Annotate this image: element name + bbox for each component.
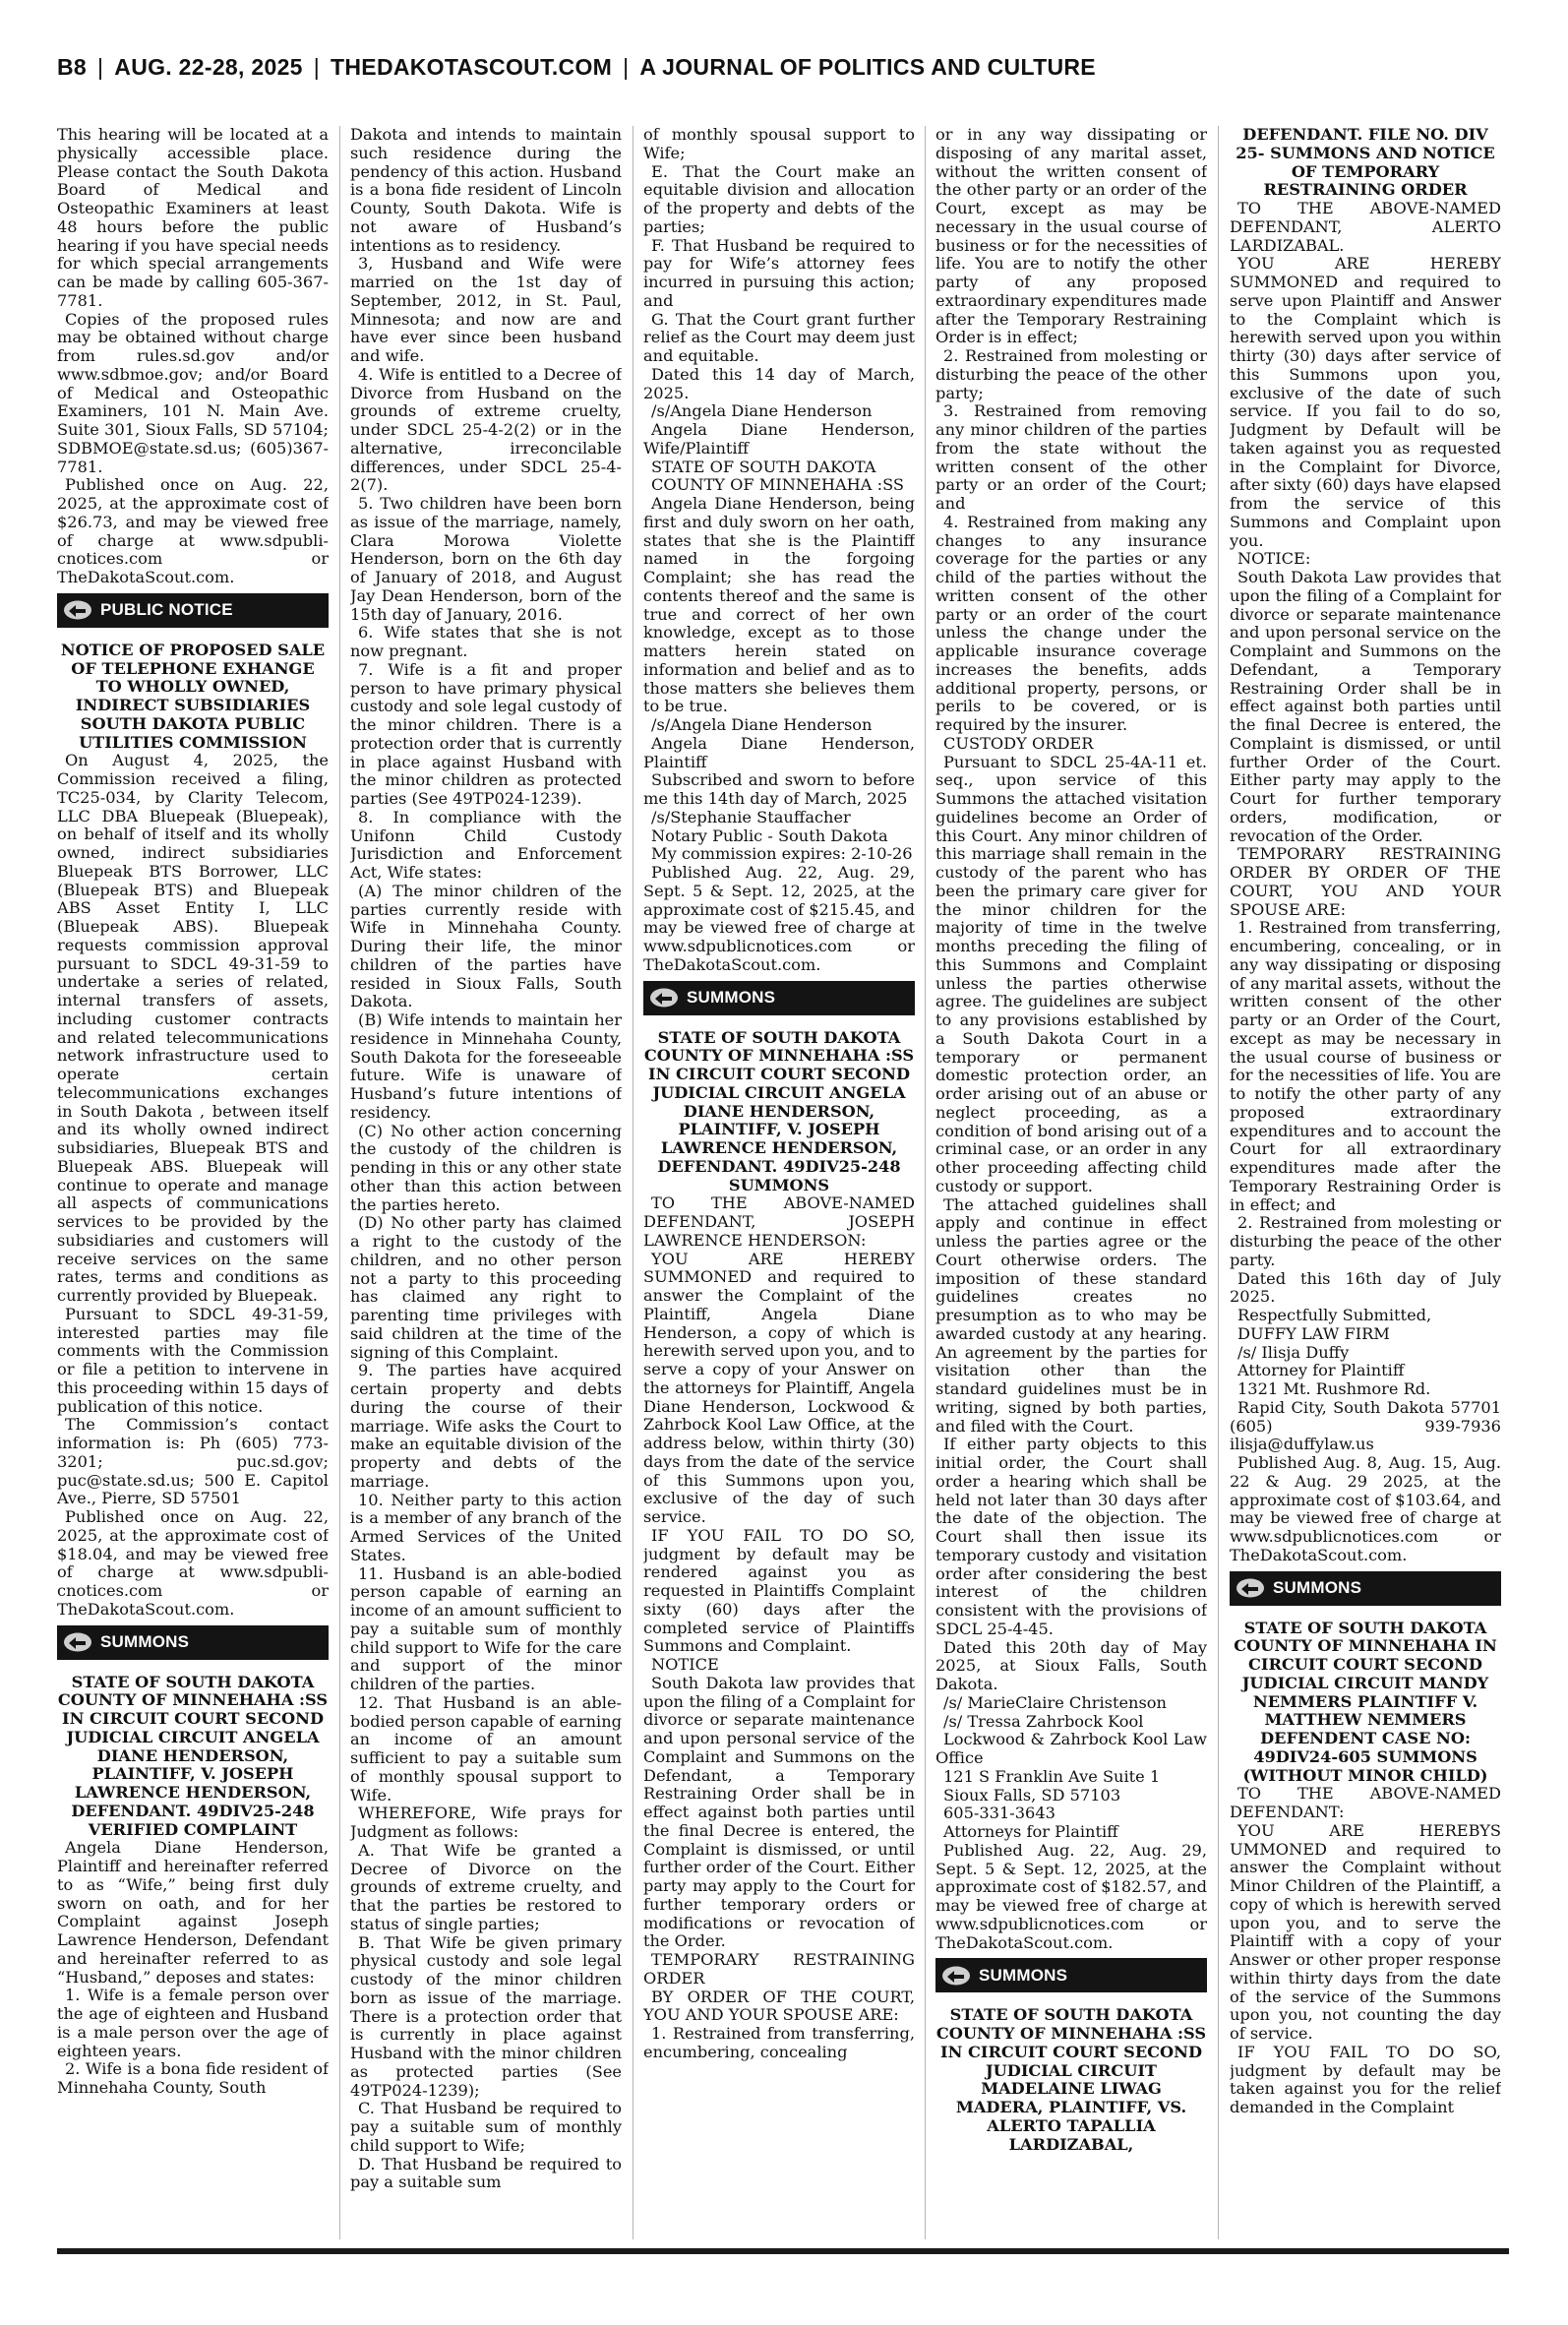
scout-logo-icon [941, 1965, 971, 1987]
notice-paragraph: Pursuant to SDCL 25-4A-11 et. seq., upon service of this Summons the attached visitation guidelines become an Order of this Court. Any minor children of this marriage shall remain in the custody of the parent who has been the primary care giver for the minor children for the majority of time in the twelve months preceding the filing of this Summons and Complaint unless the parties otherwise agree. The guidelines are subject to any provisions established by a South Dakota Court in a temporary or permanent domestic protection order, an order arising out of an abuse or neglect proceeding, as a condition of bond arising out of a criminal case, or an order in any other proceeding affecting child custody or support. [935, 752, 1207, 1195]
notice-paragraph: NOTICE [651, 1655, 719, 1674]
notice-paragraph: Published once on Aug. 22, 2025, at the approximate cost of $18.04, and may be viewed free of charge at www.sdpublicnotices.com or TheDakotaScout.com. [57, 1507, 329, 1619]
notice-paragraph: Lockwood & Zahrbock Kool Law Office [935, 1730, 1207, 1767]
notice-paragraph: Angela Diane Henderson, Wife/Plaintiff [643, 420, 915, 458]
notice-paragraph: 7. Wife is a fit and proper person to have primary physical custody and sole legal custody of the minor children. There is a protection order that is currently in place against Husband with the minor children as protected parties (See 49TP024-1239). [350, 659, 622, 808]
notice-paragraph: 3. Restrained from removing any minor children of the parties from the state without the written consent of the other party or an order of the Court; and [935, 401, 1207, 513]
column-2 [350, 126, 622, 2239]
notice-paragraph: The Commission’s contact information is: Ph (605) 773-3201; puc.sd.gov; puc@state.sd.us; 500 E. Capitol Ave., Pierre, SD 57501 [57, 1415, 329, 1508]
section-banner [57, 1625, 329, 1660]
page-number: B8 [57, 53, 88, 80]
notice-paragraph: (A) The minor children of the parties currently reside with Wife in Minnehaha County. During their life, the minor children of the parties have resided in Sioux Falls, South Dakota. [350, 881, 622, 1011]
scout-logo-icon [63, 1631, 92, 1653]
notice-paragraph: 2. Restrained from molesting or disturbing the peace of the other party; [935, 346, 1207, 402]
notice-paragraph: BY ORDER OF THE COURT, YOU AND YOUR SPOUSE ARE: [643, 1987, 915, 2025]
notice-paragraph: Rapid City, South Dakota 57701 (605) 939-7936 ilisja@duffylaw.us [1230, 1397, 1501, 1454]
notice-paragraph: (B) Wife intends to maintain her residence in Minnehaha County, South Dakota for the foreseeable future. Wife is unaware of Husband’s future intentions of residency. [350, 1010, 622, 1122]
scout-logo-icon [63, 599, 92, 621]
notice-paragraph: E. That the Court make an equitable division and allocation of the property and debts of the parties; [643, 161, 915, 236]
section-banner-label: PUBLIC NOTICE [100, 600, 233, 620]
scout-logo-icon [1236, 1577, 1265, 1599]
notice-paragraph: Published once on Aug. 22, 2025, at the approximate cost of $26.73, and may be viewed free of charge at www.sdpublicnotices.com or TheDakotaScout.com. [57, 475, 329, 586]
column-3 [643, 126, 915, 2239]
notice-paragraph: Subscribed and sworn to before me this 14th day of March, 2025 [643, 770, 915, 808]
notice-paragraph: This hearing will be located at a physically accessible place. Please contact the South Dakota Board of Medical and Osteopathic Examiners at least 48 hours before the public hearing if you have special needs for which special arrangements can be made by calling 605-367-7781. [57, 126, 329, 310]
notice-paragraph: 4. Restrained from making any changes to any insurance coverage for the parties or any child of the parties without the written consent of the other party or an order of the court unless the change under the applicable insurance coverage increases the benefits, adds additional property, persons, or perils to be covered, or is required by the insurer. [935, 512, 1207, 734]
notice-heading: STATE OF SOUTH DAKOTA COUNTY OF MINNEHAHA :SS IN CIRCUIT COURT SECOND JUDICIAL CIRCUIT ANGELA DIANE HENDERSON, PLAINTIFF, V. JOSEPH LAWRENCE HENDERSON, DEFENDANT. 49DIV25-248 VERIFIED COMPLAINT [57, 1672, 329, 1839]
notice-paragraph: 1. Restrained from transferring, encumbering, concealing [643, 2024, 915, 2061]
header-separator: | [313, 53, 321, 80]
notice-paragraph: YOU ARE HEREBYS UMMONED and required to answer the Complaint without Minor Children of the Plaintiff, a copy of which is herewith served upon you, and to serve the Plaintiff with a copy of your Answer or other proper response within thirty days from the date of the service of the Summons upon you, not counting the day of service. [1230, 1820, 1501, 2043]
notice-paragraph: /s/ MarieClaire Christenson [943, 1692, 1167, 1712]
notice-paragraph: /s/Angela Diane Henderson [651, 401, 873, 421]
notice-paragraph: 1321 Mt. Rushmore Rd. [1237, 1379, 1431, 1398]
notice-paragraph: (D) No other party has claimed a right to the custody of the children, and no other person not a party to this proceeding has claimed any right to parenting time privileges with said children at the time of the signing of this Complaint. [350, 1213, 622, 1362]
notice-paragraph: Copies of the proposed rules may be obtained without charge from rules.sd.gov and/or www.sdbmoe.gov; and/or Board of Medical and Osteopathic Examiners, 101 N. Main Ave. Suite 301, Sioux Falls, SD 57104; SDBMOE@state.sd.us; (605)367-7781. [57, 309, 329, 476]
notice-paragraph: /s/Angela Diane Henderson [651, 715, 873, 734]
notice-paragraph: My commission expires: 2-10-26 [651, 844, 913, 864]
notice-paragraph: /s/Stephanie Stauffacher [651, 807, 851, 826]
section-banner [935, 1958, 1207, 1992]
notice-heading: STATE OF SOUTH DAKOTA COUNTY OF MINNEHAHA :SS IN CIRCUIT COURT SECOND JUDICIAL CIRCUIT ANGELA DIANE HENDERSON, PLAINTIFF, V. JOSEPH LAWRENCE HENDERSON, DEFENDANT. 49DIV25-248 SUMMONS [643, 1027, 915, 1194]
section-banner [57, 593, 329, 628]
notice-paragraph: Dated this 16th day of July 2025. [1230, 1268, 1501, 1307]
section-banner-label: SUMMONS [979, 1965, 1068, 1985]
notice-paragraph: TO THE ABOVE-NAMED DEFENDANT: [1230, 1784, 1501, 1821]
notice-paragraph: On August 4, 2025, the Commission received a filing, TC25-034, by Clarity Telecom, LLC DBA Bluepeak (Bluepeak), on behalf of itself and its wholly owned, indirect subsidiaries Bluepeak BTS Borrower, LLC (Bluepeak BTS) and Bluepeak ABS Asset Entity I, LLC (Bluepeak ABS). Bluepeak requests commission approval pursuant to SDCL 49-31-59 to undertake a series of related, internal transfers of assets, including customer contracts and related telecommunications network infrastructure used to operate certain telecommunications exchanges in South Dakota , between itself and its wholly owned indirect subsidiaries, Bluepeak BTS and Bluepeak ABS. Bluepeak will continue to operate and manage all aspects of communications services to be provided by the subsidiaries and customers will receive services on the same rates, terms and conditions as currently provided by Bluepeak. [57, 751, 329, 1305]
column-5 [1230, 126, 1501, 2239]
section-banner-label: SUMMONS [1273, 1578, 1362, 1597]
section-banner-label: SUMMONS [100, 1632, 190, 1651]
notice-paragraph: 12. That Husband is an able-bodied person capable of earning an income of an amount sufficient to pay a suitable sum of monthly spousal support to Wife. [350, 1692, 622, 1805]
notice-paragraph: F. That Husband be required to pay for Wife’s attorney fees incurred in pursuing this action; and [643, 235, 915, 310]
notice-paragraph: A. That Wife be granted a Decree of Divorce on the grounds of extreme cruelty, and that the parties be restored to status of single parties; [350, 1840, 622, 1933]
notice-paragraph: If either party objects to this initial order, the Court shall order a hearing which shall be held not later than 30 days after the date of the objection. The Court shall then issue its temporary custody and visitation order after considering the best interest of the children consistent with the provisions of SDCL 25-4-45. [935, 1435, 1207, 1638]
notice-paragraph: TO THE ABOVE-NAMED DEFENDANT, JOSEPH LAWRENCE HENDERSON: [643, 1193, 915, 1250]
notice-paragraph: IF YOU FAIL TO DO SO, judgment by default may be taken against you for the relief demanded in the Complaint [1230, 2042, 1501, 2116]
notice-paragraph: Angela Diane Henderson, Plaintiff and hereinafter referred to as “Wife,” being first duly sworn on oath, and for her Complaint against Joseph Lawrence Henderson, Defendant and hereinafter referred to as “Husband,” deposes and states: [57, 1838, 329, 1987]
column-1 [57, 126, 329, 2239]
notice-paragraph: IF YOU FAIL TO DO SO, judgment by default may be rendered against you as requested in Plaintiffs Complaint sixty (60) days after the completed service of Plaintiffs Summons and Complaint. [643, 1525, 915, 1656]
legal-notices-columns [57, 126, 1509, 2241]
header-separator: | [97, 53, 104, 80]
section-banner-label: SUMMONS [687, 988, 776, 1007]
notice-paragraph: Dated this 20th day of May 2025, at Sioux Falls, South Dakota. [935, 1637, 1207, 1693]
notice-paragraph: Pursuant to SDCL 49-31-59, interested parties may file comments with the Commission or file a petition to intervene in this proceeding within 15 days of publication of this notice. [57, 1304, 329, 1416]
scout-logo-icon [649, 987, 679, 1009]
notice-paragraph: TO THE ABOVE-NAMED DEFENDANT, ALERTO LARDIZABAL. [1230, 199, 1501, 255]
notice-paragraph: STATE OF SOUTH DAKOTA [651, 457, 876, 476]
issue-date: AUG. 22-28, 2025 [114, 53, 303, 80]
notice-paragraph: TEMPORARY RESTRAINING ORDER [643, 1950, 915, 1988]
section-banner [643, 981, 915, 1015]
notice-paragraph: WHEREFORE, Wife prays for Judgment as follows: [350, 1804, 622, 1841]
notice-paragraph: B. That Wife be given primary physical custody and sole legal custody of the minor children born as issue of the marriage. There is a protection order that is currently in place against Husband with the minor children as protected parties (See 49TP024-1239); [350, 1932, 622, 2100]
notice-paragraph: South Dakota law provides that upon the filing of a Complaint for divorce or separate maintenance and upon personal service of the Complaint and Summons on the Defendant, a Temporary Restraining Order shall be in effect against both parties until the final Decree is entered, the Complaint is dismissed, or until further order of the Court. Either party may apply to the Court for further temporary orders or modifications or revocation of the Order. [643, 1673, 915, 1951]
notice-paragraph: D. That Husband be required to pay a suitable sum [350, 2154, 622, 2192]
notice-paragraph: /s/ Ilisja Duffy [1237, 1342, 1350, 1362]
notice-paragraph: Sioux Falls, SD 57103 [943, 1785, 1121, 1805]
notice-paragraph: Attorney for Plaintiff [1237, 1361, 1405, 1380]
notice-paragraph: 2. Restrained from molesting or disturbing the peace of the other party. [1230, 1213, 1501, 1269]
notice-paragraph: 605-331-3643 [943, 1804, 1055, 1823]
notice-paragraph: TEMPORARY RESTRAINING ORDER BY ORDER OF THE COURT, YOU AND YOUR SPOUSE ARE: [1230, 844, 1501, 919]
notice-paragraph: NOTICE: [1237, 549, 1311, 569]
notice-paragraph: Notary Public - South Dakota [651, 826, 888, 845]
site-url[interactable]: THEDAKOTASCOUT.COM [331, 53, 613, 80]
notice-paragraph: 5. Two children have been born as issue of the marriage, namely, Clara Morowa Violette Henderson, born on the 6th day of January of 2018, and August Jay Dean Henderson, born of the 15th day of January, 2016. [350, 494, 622, 624]
notice-paragraph: South Dakota Law provides that upon the filing of a Complaint for divorce or separate maintenance and upon personal service on the Complaint and Summons on the Defendant, a Temporary Restraining Order shall be in effect against both parties until the final Decree is entered, the Complaint is dismissed, or until further Order of the Court. Either party may apply to the Court for further temporary orders, modification, or revocation of the Order. [1230, 568, 1501, 845]
notice-paragraph: G. That the Court grant further relief as the Court may deem just and equitable. [643, 309, 915, 365]
column-4 [935, 126, 1207, 2239]
notice-heading: STATE OF SOUTH DAKOTA COUNTY OF MINNEHAHA IN CIRCUIT COURT SECOND JUDICIAL CIRCUIT MANDY NEMMERS PLAINTIFF V. MATTHEW NEMMERS DEFENDENT CASE NO: 49DIV24-605 SUMMONS (WITHOUT MINOR CHILD) [1234, 1618, 1497, 1785]
notice-paragraph: Published Aug. 22, Aug. 29, Sept. 5 & Sept. 12, 2025, at the approximate cost of $182.57, and may be viewed free of charge at www.sdpublicnotices.com or TheDakotaScout.com. [935, 1840, 1207, 1952]
notice-paragraph: Published Aug. 8, Aug. 15, Aug. 22 & Aug. 29 2025, at the approximate cost of $103.64, and may be viewed free of charge at www.sdpublicnotices.com or TheDakotaScout.com. [1230, 1453, 1501, 1564]
notice-heading: STATE OF SOUTH DAKOTA COUNTY OF MINNEHAHA :SS IN CIRCUIT COURT SECOND JUDICIAL CIRCUIT MADELAINE LIWAG MADERA, PLAINTIFF, VS. ALERTO TAPALLIA LARDIZABAL, [935, 2005, 1207, 2154]
notice-paragraph: 10. Neither party to this action is a member of any branch of the Armed Services of the United States. [350, 1490, 622, 1564]
notice-paragraph: of monthly spousal support to Wife; [643, 126, 915, 162]
notice-paragraph: 6. Wife states that she is not now pregnant. [350, 623, 622, 660]
notice-heading: NOTICE OF PROPOSED SALE OF TELEPHONE EXHANGE TO WHOLLY OWNED, INDIRECT SUBSIDIARIES SOUTH DAKOTA PUBLIC UTILITIES COMMISSION [60, 640, 326, 752]
notice-paragraph: 1. Wife is a female person over the age of eighteen and Husband is a male person over the age of eighteen years. [57, 1986, 329, 2060]
notice-paragraph: CUSTODY ORDER [943, 733, 1094, 753]
notice-paragraph: 3, Husband and Wife were married on the 1st day of September, 2012, in St. Paul, Minnesota; and now are and have ever since been husband and wife. [350, 254, 622, 365]
notice-paragraph: Dated this 14 day of March, 2025. [643, 364, 915, 402]
notice-paragraph: 11. Husband is an able-bodied person capable of earning an income of an amount sufficient to pay a suitable sum of monthly child support to Wife for the care and support of the minor children of the parties. [350, 1563, 622, 1693]
notice-paragraph: Dakota and intends to maintain such residence during the pendency of this action. Husband is a bona fide resident of Lincoln County, South Dakota. Wife is not aware of Husband’s intentions as to residency. [350, 126, 622, 255]
notice-paragraph: YOU ARE HEREBY SUMMONED and required to serve upon Plaintiff and Answer to the Complaint which is herewith served upon you within thirty (30) days after service of this Summons upon you, exclusive of the date of such service. If you fail to do so, Judgment by Default will be taken against you as requested in the Complaint for Divorce, after sixty (60) days have elapsed from the service of this Summons and Complaint upon you. [1230, 254, 1501, 550]
page-header [57, 47, 1513, 87]
notice-paragraph: or in any way dissipating or disposing of any marital asset, without the written consent of the other party or an order of the Court, except as may be necessary in the usual course of business or for the necessities of life. You are to notify the other party of any proposed extraordinary expenditures made after the Temporary Restraining Order is in effect; [935, 126, 1207, 347]
bottom-rule [57, 2248, 1509, 2254]
notice-paragraph: DUFFY LAW FIRM [1237, 1323, 1390, 1343]
notice-paragraph: COUNTY OF MINNEHAHA :SS [651, 475, 904, 495]
notice-paragraph: Attorneys for Plaintiff [943, 1822, 1118, 1841]
publication-tagline: A JOURNAL OF POLITICS AND CULTURE [639, 53, 1096, 80]
notice-paragraph: 9. The parties have acquired certain property and debts during the course of their marriage. Wife asks the Court to make an equitable division of the property and debts of the marriage. [350, 1361, 622, 1491]
notice-paragraph: 2. Wife is a bona fide resident of Minnehaha County, South [57, 2059, 329, 2097]
section-banner [1230, 1571, 1501, 1606]
notice-paragraph: (C) No other action concerning the custody of the children is pending in this or any other state other than this action between the parties hereto. [350, 1121, 622, 1214]
notice-paragraph: Published Aug. 22, Aug. 29, Sept. 5 & Sept. 12, 2025, at the approximate cost of $215.45, and may be viewed free of charge at www.sdpublicnotices.com or TheDakotaScout.com. [643, 863, 915, 974]
header-separator: | [623, 53, 630, 80]
notice-paragraph: Respectfully Submitted, [1237, 1306, 1432, 1324]
notice-paragraph: The attached guidelines shall apply and continue in effect unless the parties agree or the Court otherwise orders. The imposition of these standard guidelines creates no presumption as to who may be awarded custody at any hearing. An agreement by the parties for visitation other than the standard guidelines must be in writing, signed by both parties, and filed with the Court. [935, 1194, 1207, 1436]
notice-paragraph: 4. Wife is entitled to a Decree of Divorce from Husband on the grounds of extreme cruelty, under SDCL 25-4-2(2) or in the alternative, irreconcilable differences, under SDCL 25-4-2(7). [350, 364, 622, 495]
notice-heading: DEFENDANT. FILE NO. DIV 25- SUMMONS AND NOTICE OF TEMPORARY RESTRAINING ORDER [1236, 126, 1495, 200]
notice-paragraph: Angela Diane Henderson, Plaintiff [643, 733, 915, 771]
notice-paragraph: YOU ARE HEREBY SUMMONED and required to answer the Complaint of the Plaintiff, Angela Diane Henderson, a copy of which is herewith served upon you, and to serve a copy of your Answer on the attorneys for Plaintiff, Angela Diane Henderson, Lockwood & Zahrbock Kool Law Office, at the address below, within thirty (30) days from the date of the service of this Summons upon you, exclusive of the day of such service. [643, 1249, 915, 1526]
notice-paragraph: Angela Diane Henderson, being first and duly sworn on her oath, states that she is the Plaintiff named in the forgoing Complaint; she has read the contents thereof and the same is true and correct of her own knowledge, except as to those matters herein stated on information and belief and as to those matters she believes them to be true. [643, 494, 915, 716]
notice-paragraph: 8. In compliance with the Unifonn Child Custody Jurisdiction and Enforcement Act, Wife states: [350, 807, 622, 882]
notice-paragraph: C. That Husband be required to pay a suitable sum of monthly child support to Wife; [350, 2099, 622, 2155]
notice-paragraph: 121 S Franklin Ave Suite 1 [943, 1766, 1161, 1786]
notice-paragraph: 1. Restrained from transferring, encumbering, concealing, or in any way dissipating or disposing of any marital assets, without the written consent of the other party or an Order of the Court, except as may be necessary in the usual course of business or for the necessities of life. You are to notify the other party of any proposed extraordinary expenditures and to account the Court for all extraordinary expenditures made after the Temporary Restraining Order is in effect; and [1230, 918, 1501, 1214]
notice-paragraph: /s/ Tressa Zahrbock Kool [943, 1711, 1144, 1731]
